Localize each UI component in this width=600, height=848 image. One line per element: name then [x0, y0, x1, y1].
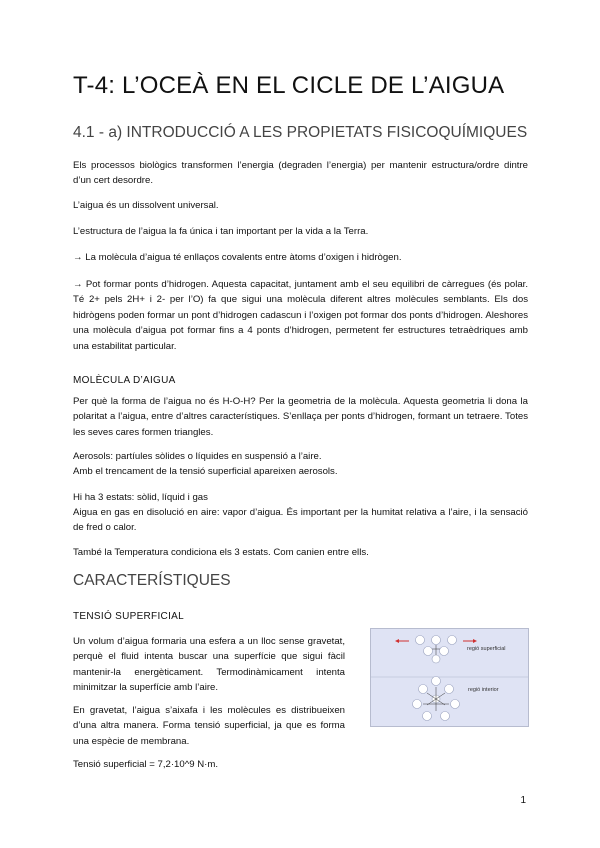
surface-arrow-right — [463, 639, 477, 643]
molecules-illustration — [371, 629, 528, 726]
label-interior-region: regió interior — [468, 687, 499, 693]
molecula-paragraph-3a: Hi ha 3 estats: sòlid, líquid i gas — [73, 492, 208, 503]
intro-paragraph-4: → La molècula d’aigua té enllaços covalents entre àtoms d’oxigen i hidrògen. — [73, 252, 402, 263]
tensio-paragraph-1: Un volum d’aigua formaria una esfera a un lloc sense gravetat, perquè el fluid intenta buscar una superfície que sigui fàcil mantenir-la energèticament. Termodinàmicament intenta minimitzar la superfície amb l’aire. — [73, 636, 345, 694]
intro-paragraph-1: Els processos biològics transformen l’energia (degraden l’energia) per mantenir estructura/ordre dintre d’un cert desordre. — [73, 160, 528, 187]
molecula-paragraph-3b: Aigua en gas en disolució en aire: vapor d’aigua. És important per la humitat relativa a l’aire, i la sensació de fred o calor. — [73, 507, 528, 534]
molecula-paragraph-2a: Aerosols: partíules sòlides o líquides en suspensió a l’aire. — [73, 451, 322, 462]
intro-paragraph-2: L’aigua és un dissolvent universal. — [73, 200, 219, 211]
tensio-paragraph-2: En gravetat, l’aigua s’aixafa i les molècules es distribueixen d’una altra manera. Forma tensió superficial, ja que es forma una espècie de membrana. — [73, 705, 345, 747]
label-surface-region: regió superficial — [467, 646, 506, 652]
section-title-caracteristiques: CARACTERÍSTIQUES — [73, 572, 231, 589]
surface-tension-diagram — [370, 628, 529, 727]
heading-tensio-superficial: TENSIÓ SUPERFICIAL — [73, 611, 184, 622]
heading-molecula: MOLÈCULA D’AIGUA — [73, 375, 176, 386]
intro-paragraph-3: L’estructura de l’aigua la fa única i tan important per la vida a la Terra. — [73, 226, 369, 237]
molecula-paragraph-4: També la Temperatura condiciona els 3 estats. Com canien entre ells. — [73, 547, 369, 558]
page-number: 1 — [520, 795, 526, 806]
tensio-paragraph-3: Tensió superficial = 7,2·10^9 N·m. — [73, 759, 219, 770]
section-title-intro: 4.1 - a) INTRODUCCIÓ A LES PROPIETATS FISICOQUÍMIQUES — [73, 124, 528, 141]
surface-bonds — [432, 645, 440, 655]
page-title: T-4: L’OCEÀ EN EL CICLE DE L’AIGUA — [73, 72, 505, 99]
intro-paragraph-5: → Pot formar ponts d’hidrogen. Aquesta capacitat, juntament amb el seu equilibri de càrregues (és polar. Té 2+ pels 2H+ i 2- per l’O) fa que sigui una molècula diferent altres molècules semblants. Els dos hidrògens poden formar un pont d’hidrogen cadascun i l’oxigen pot formar dos ponts d’hidrogen. Aleshores una molècula d’aigua pot formar fins a 4 ponts d’hidrogen, permetent fer estructures tetraèdriques amb una estabilitat particular. — [73, 279, 528, 352]
molecula-paragraph-1: Per què la forma de l’aigua no és H-O-H? Per la geometria de la molècula. Aquesta geometria li dona la polaritat a l’aigua, entre d’altres característiques. S’enllaça per ponts d’hidrogen, formant un tetraere. Totes les seves cares formen triangles. — [73, 396, 528, 438]
molecula-paragraph-2b: Amb el trencament de la tensió superficial apareixen aerosols. — [73, 466, 338, 477]
surface-arrow-left — [395, 639, 409, 643]
